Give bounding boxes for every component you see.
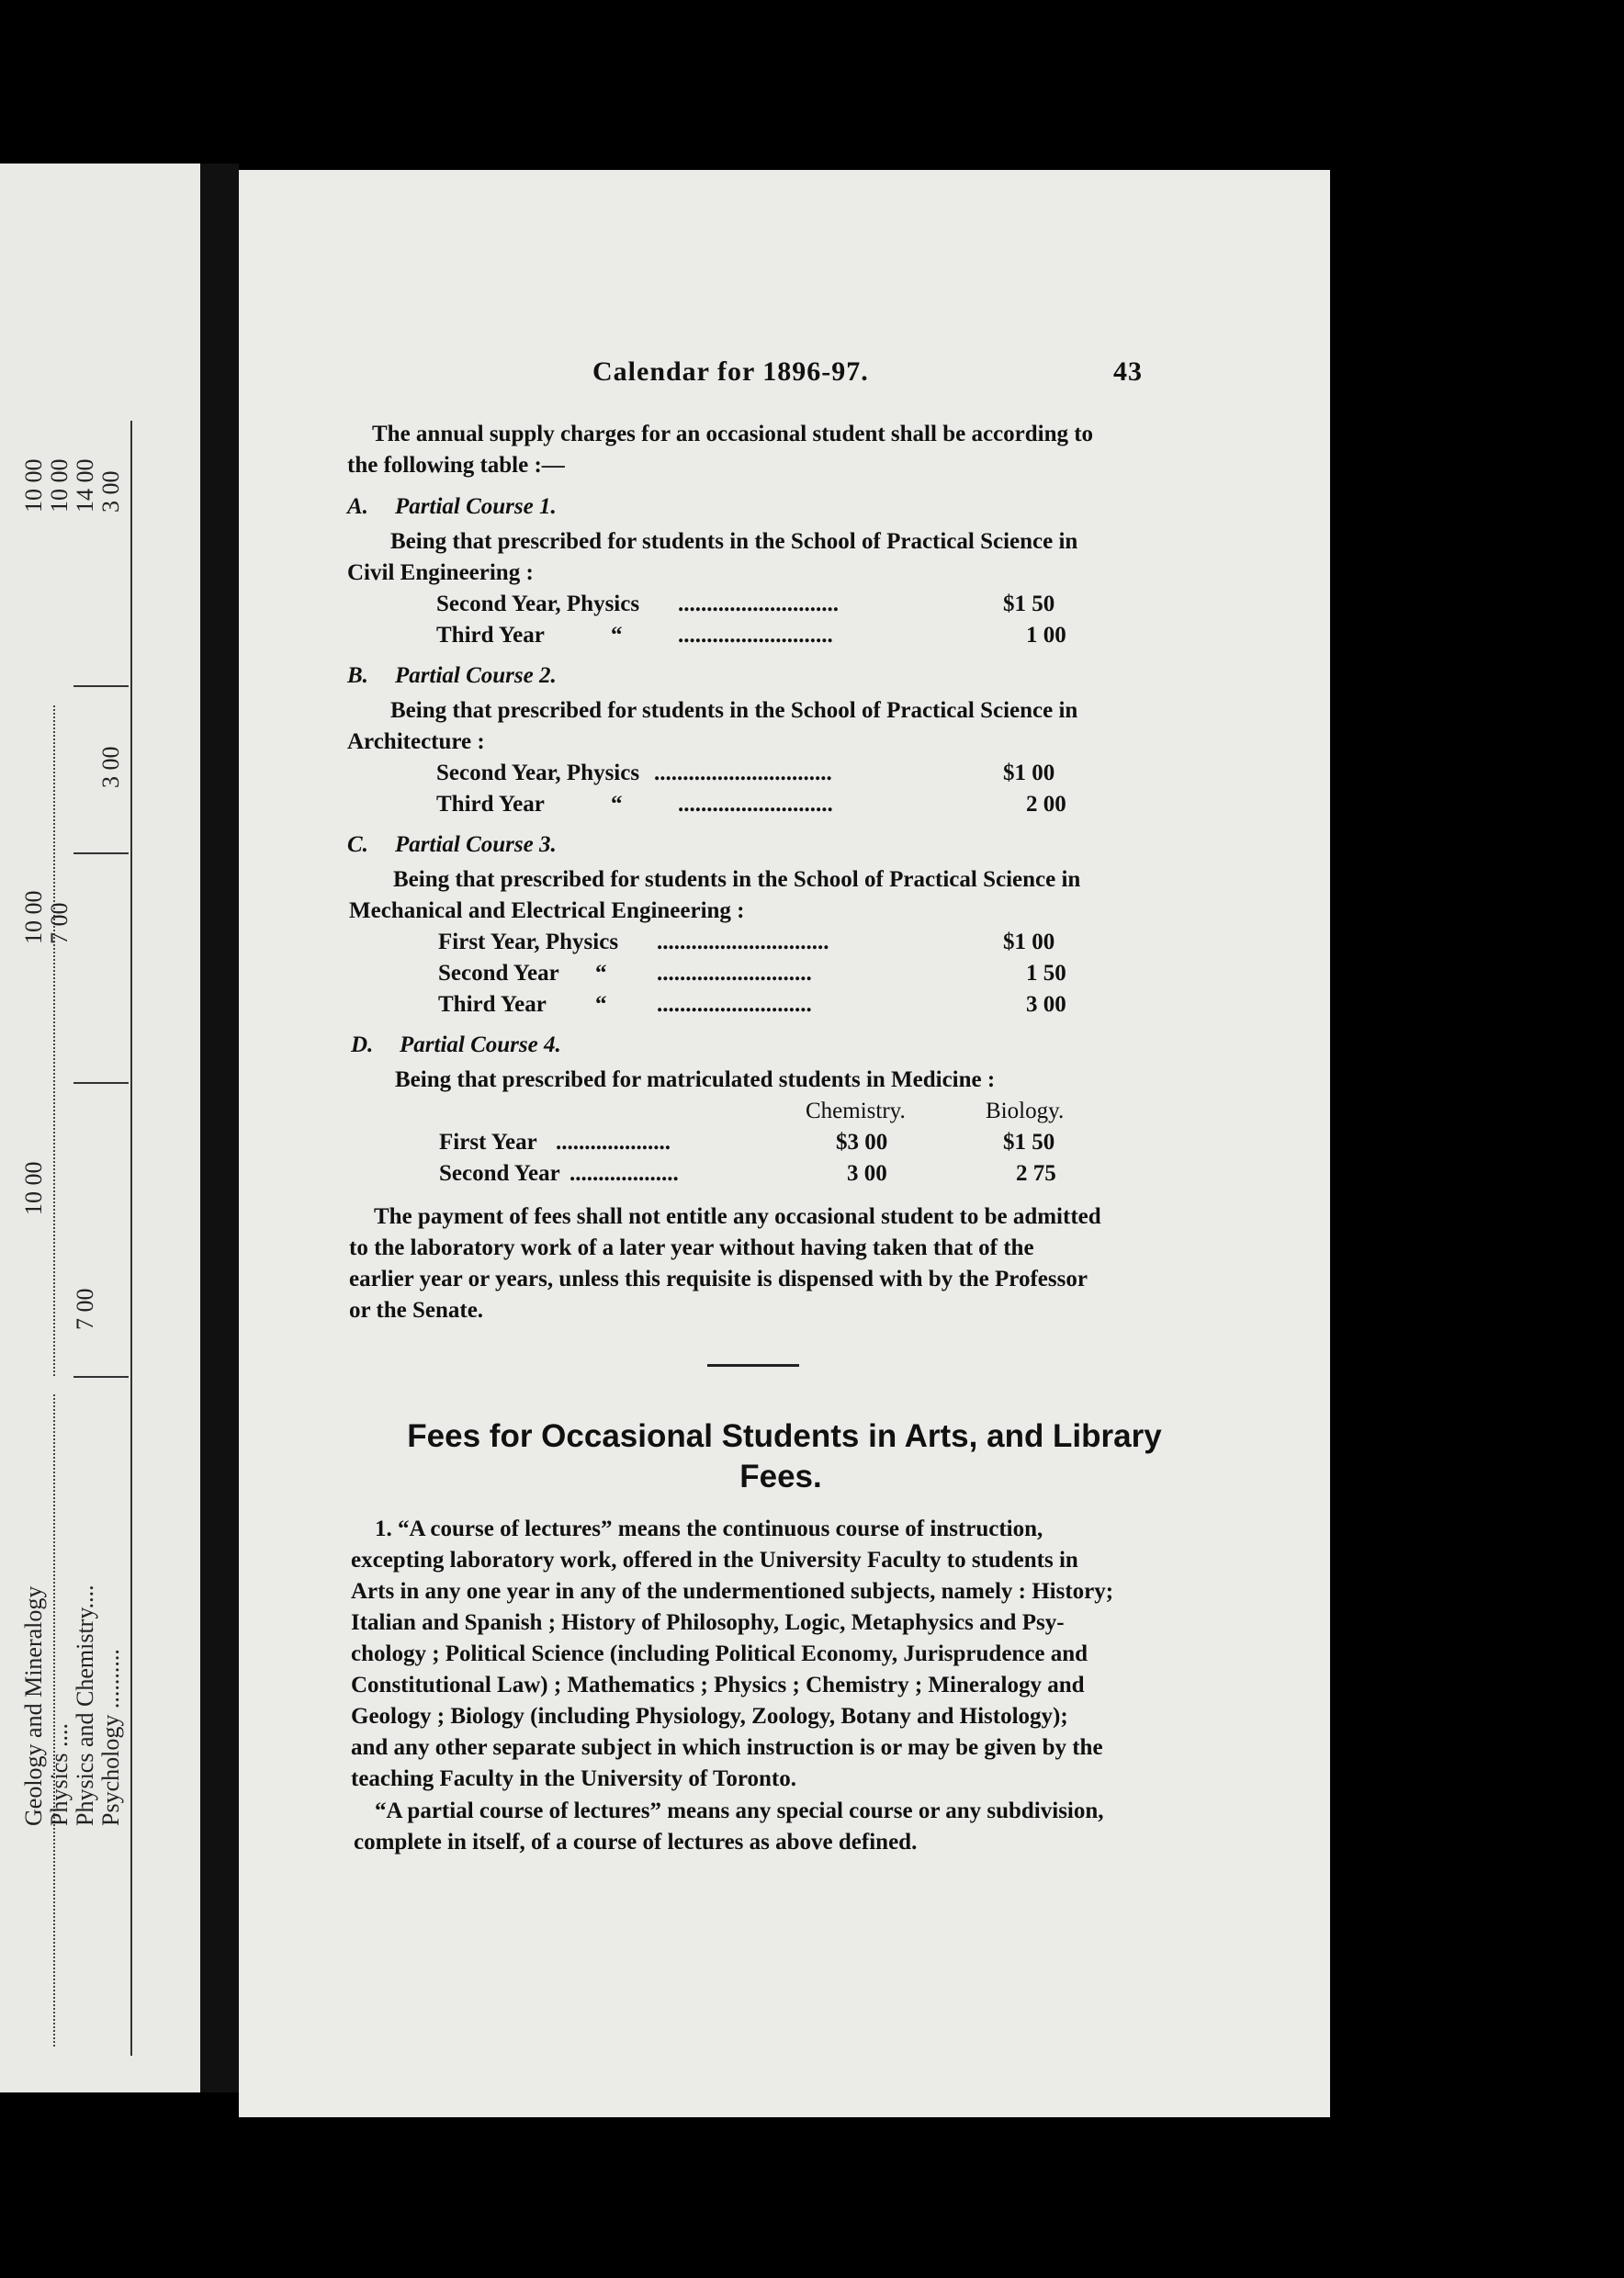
course-name: Partial Course 4.: [400, 1032, 561, 1057]
subject-label: Geology and Mineralogy: [20, 1585, 47, 1826]
course-label: C.: [347, 832, 368, 857]
course-label: D.: [351, 1032, 374, 1057]
intro-line: The annual supply charges for an occasional student shall be according to: [372, 422, 1094, 446]
paragraph-line: excepting laboratory work, offered in the University Faculty to students in: [351, 1548, 1078, 1573]
fee-amount: $1 00: [1003, 930, 1055, 954]
course-desc: Being that prescribed for students in the School of Practical Science in: [390, 698, 1078, 723]
course-desc: Being that prescribed for students in the School of Practical Science in: [393, 867, 1081, 892]
calendar-page: [239, 170, 1330, 2117]
fee-amount: 1 50: [1026, 961, 1066, 986]
course-desc: Being that prescribed for matriculated students in Medicine :: [395, 1067, 996, 1092]
section-title: Fees.: [739, 1459, 822, 1494]
book-gutter: [200, 164, 239, 2092]
fee-year: Second Year: [439, 1161, 560, 1186]
intro-line: the following table :—: [347, 453, 565, 478]
paragraph-line: Italian and Spanish ; History of Philosophy, Logic, Metaphysics and Psy-: [351, 1610, 1065, 1635]
fee-biology: $1 50: [1003, 1130, 1055, 1155]
fee-value: 10 00: [20, 890, 47, 944]
paragraph-line: and any other separate subject in which instruction is or may be given by the: [351, 1735, 1103, 1760]
left-page-rule: [130, 421, 132, 2056]
fee-amount: 1 00: [1026, 623, 1066, 648]
fee-value: 10 00: [20, 458, 47, 513]
paragraph-line: Geology ; Biology (including Physiology, Zoology, Botany and Histology);: [351, 1704, 1068, 1729]
fee-value: 7 00: [46, 902, 73, 944]
fee-year: First Year: [439, 1130, 537, 1155]
course-desc: Mechanical and Electrical Engineering :: [349, 898, 745, 923]
table-rule: [73, 685, 129, 687]
course-name: Partial Course 1.: [395, 494, 557, 519]
paragraph-line: 1. “A course of lectures” means the continuous course of instruction,: [375, 1517, 1043, 1541]
dot-leader: ...........................: [678, 623, 833, 648]
fee-year: First Year, Physics: [438, 930, 619, 954]
payment-note-line: The payment of fees shall not entitle any occasional student to be admitted: [374, 1204, 1101, 1229]
table-rule: [73, 1082, 129, 1084]
payment-note-line: earlier year or years, unless this requisite is dispensed with by the Professor: [349, 1267, 1088, 1291]
course-name: Partial Course 3.: [395, 832, 557, 857]
ditto-mark: “: [611, 623, 623, 648]
dot-leader: ....................: [556, 1130, 671, 1155]
course-desc: Architecture :: [347, 729, 485, 754]
fee-amount: $1 00: [1003, 761, 1055, 785]
course-label: B.: [347, 663, 368, 688]
subject-label: Physics ....: [46, 1723, 73, 1826]
table-rule: [73, 852, 129, 854]
dot-leader: ..............................: [657, 930, 829, 954]
dot-leader: [53, 1394, 55, 2047]
fee-year: Third Year: [436, 623, 545, 648]
dot-leader: ...............................: [654, 761, 832, 785]
fee-amount: 3 00: [1026, 992, 1066, 1017]
course-name: Partial Course 2.: [395, 663, 557, 688]
fee-value: 7 00: [72, 1288, 98, 1330]
running-head: Calendar for 1896-97.: [592, 356, 869, 387]
ditto-mark: “: [611, 792, 623, 817]
fee-biology: 2 75: [1016, 1161, 1056, 1186]
fee-value: 3 00: [97, 470, 124, 513]
dot-leader: ...........................: [657, 992, 812, 1017]
fee-year: Second Year, Physics: [436, 761, 640, 785]
facing-page: [0, 164, 200, 2092]
paragraph-line: chology ; Political Science (including Political Economy, Jurisprudence and: [351, 1641, 1088, 1666]
dot-leader: ...................: [570, 1161, 679, 1186]
section-title: Fees for Occasional Students in Arts, and Library: [407, 1418, 1162, 1454]
payment-note-line: to the laboratory work of a later year without having taken that of the: [349, 1235, 1034, 1260]
ditto-mark: “: [595, 992, 607, 1017]
paragraph-line: teaching Faculty in the University of Toronto.: [351, 1766, 796, 1791]
fee-value: 3 00: [97, 746, 124, 788]
paragraph-line: “A partial course of lectures” means any special course or any subdivision,: [375, 1799, 1104, 1823]
payment-note-line: or the Senate.: [349, 1298, 484, 1323]
fee-year: Second Year: [438, 961, 559, 986]
ditto-mark: “: [595, 961, 607, 986]
page-number: 43: [1113, 356, 1143, 387]
paragraph-line: Constitutional Law) ; Mathematics ; Physics ; Chemistry ; Mineralogy and: [351, 1673, 1085, 1697]
paragraph-line: complete in itself, of a course of lectures as above defined.: [354, 1830, 918, 1855]
paragraph-line: Arts in any one year in any of the undermentioned subjects, namely : History;: [351, 1579, 1114, 1604]
table-rule: [73, 1376, 129, 1378]
fee-year: Second Year, Physics: [436, 592, 640, 616]
course-label: A.: [347, 494, 368, 519]
fee-chemistry: $3 00: [836, 1130, 888, 1155]
dot-leader: ............................: [678, 592, 839, 616]
fee-year: Third Year: [436, 792, 545, 817]
fee-value: 14 00: [72, 458, 98, 513]
dot-leader: [53, 705, 55, 1376]
column-header-biology: Biology.: [986, 1099, 1065, 1123]
subject-label: Psychology ..........: [97, 1649, 124, 1826]
fee-value: 10 00: [46, 458, 73, 513]
course-desc: Being that prescribed for students in the School of Practical Science in: [390, 529, 1078, 554]
fee-chemistry: 3 00: [847, 1161, 887, 1186]
fee-year: Third Year: [438, 992, 547, 1017]
fee-value: 10 00: [20, 1161, 47, 1215]
course-desc: Civil Engineering :: [347, 560, 534, 585]
column-header-chemistry: Chemistry.: [806, 1099, 906, 1123]
fee-amount: 2 00: [1026, 792, 1066, 817]
subject-label: Physics and Chemistry....: [72, 1584, 98, 1826]
section-divider: [707, 1364, 799, 1367]
fee-amount: $1 50: [1003, 592, 1055, 616]
dot-leader: ...........................: [678, 792, 833, 817]
dot-leader: ...........................: [657, 961, 812, 986]
